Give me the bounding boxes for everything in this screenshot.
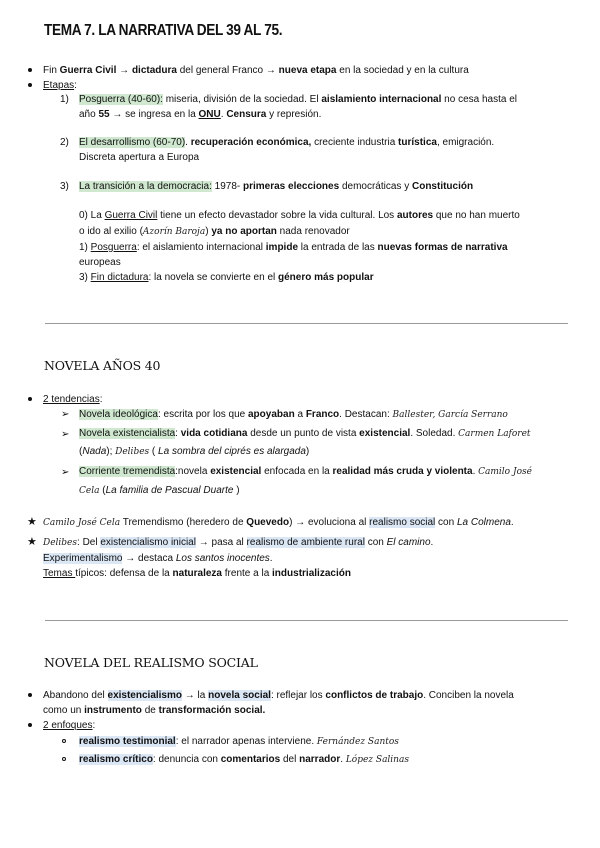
item-number: 2)	[60, 137, 69, 148]
delibes-temas: Temas típicos: defensa de la naturaleza frente a la industrialización	[43, 568, 351, 579]
realismo-social-intro-line2: como un instrumento de transformación social.	[43, 705, 266, 716]
tendencia-tremendista: Corriente tremendista:novela existencial enfocada en la realidad más cruda y violenta. Camilo José	[79, 466, 532, 477]
bullet-icon	[28, 83, 32, 87]
tendencias-label: 2 tendencias:	[43, 394, 103, 405]
bullet-icon	[28, 693, 32, 697]
intro-bullet-fin: Fin Guerra Civil → dictadura del general Franco → nueva etapa en la sociedad y en la cultura	[43, 65, 469, 76]
tendencia-existencialista: Novela existencialista: vida cotidiana desde un punto de vista existencial. Soledad. Carmen Laforet	[79, 428, 531, 439]
note-posguerra: 1) Posguerra: el aislamiento internacional impide la entrada de las nuevas formas de narrativa	[79, 242, 508, 253]
arrow-bullet-icon: ➢	[61, 429, 70, 440]
item-number: 1)	[60, 94, 69, 105]
etapa-posguerra: Posguerra (40-60): miseria, división de la sociedad. El aislamiento internacional no cesa hasta el	[79, 94, 518, 105]
etapa-posguerra-line2: año 55 → se ingresa en la ONU. Censura y represión.	[79, 109, 322, 120]
realismo-social-intro: Abandono del existencialismo → la novela social: reflejar los conflictos de trabajo. Conciben la novela	[43, 690, 514, 701]
circle-bullet-icon	[62, 739, 66, 743]
bullet-icon	[28, 397, 32, 401]
star-icon: ★	[27, 516, 37, 528]
circle-bullet-icon	[62, 757, 66, 761]
page-title: TEMA 7. LA NARRATIVA DEL 39 AL 75.	[44, 22, 283, 39]
etapa-transicion: La transición a la democracia: 1978- primeras elecciones democráticas y Constitución	[79, 181, 474, 192]
item-number: 3)	[60, 181, 69, 192]
bullet-icon	[28, 68, 32, 72]
tendencia-existencialista-line2: (Nada); Delibes ( La sombra del ciprés es alargada)	[79, 446, 310, 457]
enfoque-critico: realismo crítico: denuncia con comentarios del narrador. López Salinas	[79, 754, 409, 765]
bullet-icon	[28, 723, 32, 727]
arrow-bullet-icon: ➢	[61, 409, 70, 420]
note-guerra-civil-line2: o ido al exilio (Azorín Baroja) ya no aportan nada renovador	[79, 226, 350, 237]
etapa-desarrollismo-line2: Discreta apertura a Europa	[79, 152, 200, 163]
etapa-desarrollismo: El desarrollismo (60-70). recuperación económica, creciente industria turística, emigración.	[79, 137, 495, 148]
tendencia-ideologica: Novela ideológica: escrita por los que apoyaban a Franco. Destacan: Ballester, García Serrano	[79, 409, 508, 420]
note-posguerra-line2: europeas	[79, 257, 121, 268]
section-divider	[45, 620, 568, 621]
section-divider	[45, 323, 568, 324]
note-guerra-civil: 0) La Guerra Civil tiene un efecto devastador sobre la vida cultural. Los autores que no han muerto	[79, 210, 520, 221]
section-heading-realismo-social: NOVELA DEL REALISMO SOCIAL	[44, 655, 258, 670]
autor-delibes: Delibes: Del existencialismo inicial → pasa al realismo de ambiente rural con El camino.	[43, 537, 434, 548]
note-fin-dictadura: 3) Fin dictadura: la novela se convierte en el género más popular	[79, 272, 374, 283]
section-heading-novela-40: NOVELA AÑOS 40	[44, 358, 161, 373]
delibes-experimentalismo: Experimentalismo → destaca Los santos inocentes.	[43, 553, 273, 564]
autor-cela: Camilo José Cela Tremendismo (heredero de Quevedo) → evoluciona al realismo social con La Colmena.	[43, 517, 514, 528]
star-icon: ★	[27, 536, 37, 548]
arrow-bullet-icon: ➢	[61, 467, 70, 478]
enfoques-label: 2 enfoques:	[43, 720, 96, 731]
etapas-label: Etapas:	[43, 80, 77, 91]
enfoque-testimonial: realismo testimonial: el narrador apenas interviene. Fernández Santos	[79, 736, 399, 747]
tendencia-tremendista-line2: Cela (La familia de Pascual Duarte )	[79, 485, 240, 496]
